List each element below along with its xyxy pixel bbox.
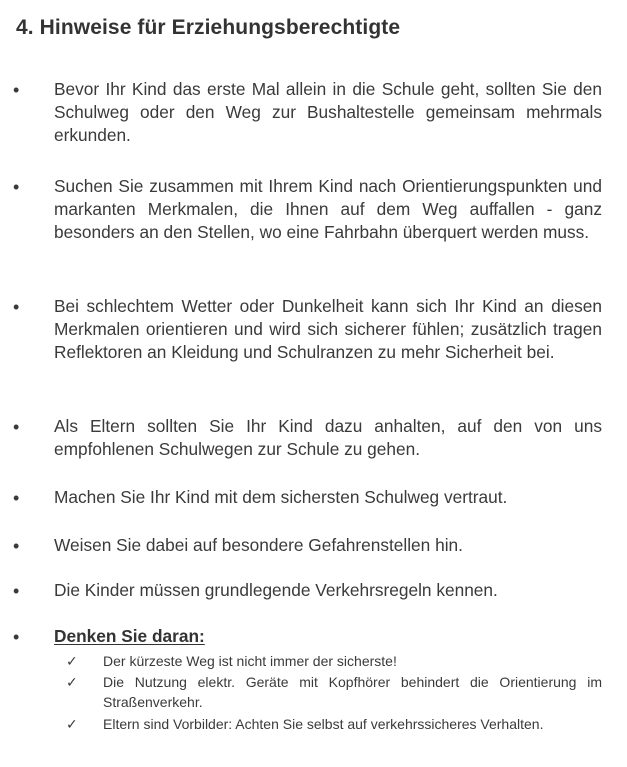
bullet-icon: • — [13, 417, 20, 437]
reminder-title: Denken Sie daran: — [54, 626, 205, 646]
bullet-icon: • — [13, 297, 20, 317]
list-item-text: Weisen Sie dabei auf besondere Gefahrenstellen hin. — [54, 535, 463, 555]
bullet-icon: • — [13, 536, 20, 556]
bullet-icon: • — [13, 488, 20, 508]
reminder-point-text: Der kürzeste Weg ist nicht immer der sicherste! — [103, 653, 397, 669]
list-item-text: Bevor Ihr Kind das erste Mal allein in die Schule geht, sollten Sie den Schulweg oder den Weg zur Bushaltestelle gemeinsam mehrmals erkunden. — [54, 79, 602, 145]
list-item-text: Die Kinder müssen grundlegende Verkehrsregeln kennen. — [54, 580, 498, 600]
bullet-icon: • — [13, 80, 20, 100]
reminder-point-text: Die Nutzung elektr. Geräte mit Kopfhörer behindert die Orientierung im Straßenverkehr. — [103, 674, 602, 710]
bullet-icon: • — [13, 581, 20, 601]
section-heading: 4. Hinweise für Erziehungsberechtigte — [16, 16, 401, 39]
list-item-text: Suchen Sie zusammen mit Ihrem Kind nach Orientierungspunkten und markanten Merkmalen, die Ihnen auf dem Weg auffallen - ganz besonders an den Stellen, wo eine Fahrbahn überquert werden muss. — [54, 176, 602, 242]
bullet-icon: • — [13, 627, 20, 647]
checkmark-icon: ✓ — [66, 716, 78, 732]
checkmark-icon: ✓ — [66, 674, 78, 690]
list-item-text: Bei schlechtem Wetter oder Dunkelheit kann sich Ihr Kind an diesen Merkmalen orientieren und wird sich sicherer fühlen; zusätzlich tragen Reflektoren an Kleidung und Schulranzen zu mehr Sicherheit bei. — [54, 296, 602, 362]
reminder-point-text: Eltern sind Vorbilder: Achten Sie selbst auf verkehrssicheres Verhalten. — [103, 716, 544, 732]
checkmark-icon: ✓ — [66, 653, 78, 669]
bullet-icon: • — [13, 177, 20, 197]
list-item-text: Machen Sie Ihr Kind mit dem sichersten Schulweg vertraut. — [54, 487, 508, 507]
list-item-text: Als Eltern sollten Sie Ihr Kind dazu anhalten, auf den von uns empfohlenen Schulwegen zur Schule zu gehen. — [54, 416, 602, 459]
